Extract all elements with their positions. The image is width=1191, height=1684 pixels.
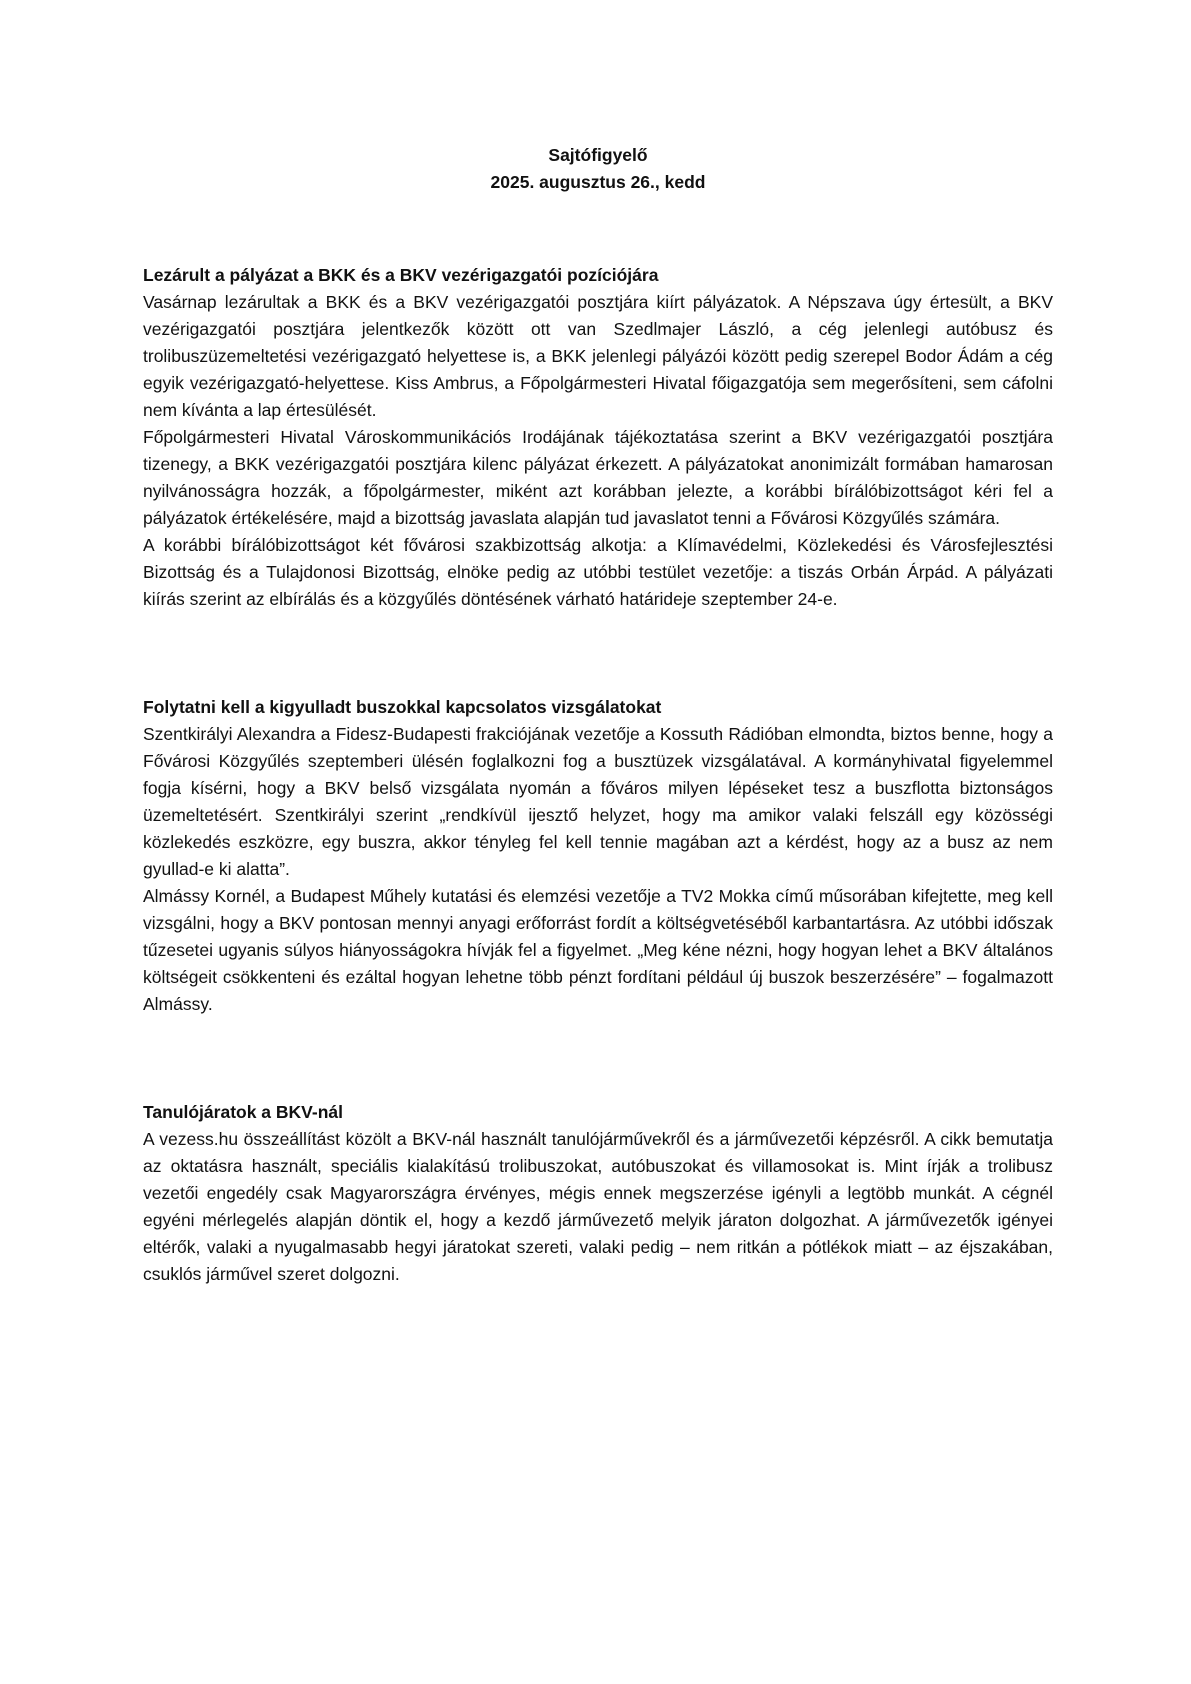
document-title: Sajtófigyelő — [548, 145, 648, 165]
document-header — [143, 142, 1053, 196]
article-title: Lezárult a pályázat a BKK és a BKV vezérigazgatói pozíciójára — [143, 265, 659, 285]
document-date: 2025. augusztus 26., kedd — [490, 172, 706, 192]
document-page — [143, 142, 1053, 1288]
article-paragraph: Almássy Kornél, a Budapest Műhely kutatási és elemzési vezetője a TV2 Mokka című műsorában kifejtette, meg kell vizsgálni, hogy a BKV pontosan mennyi anyagi erőforrást fordít a költségvetéséből karbantartásra. Az utóbbi időszak tűzesetei ugyanis súlyos hiányosságokra hívják fel a figyelmet. „Meg kéne nézni, hogy hogyan lehet a BKV általános költségeit csökkenteni és ezáltal hogyan lehetne több pénzt fordítani például új buszok beszerzésére” – fogalmazott Almássy. — [143, 886, 1053, 1014]
article-paragraph: Szentkirályi Alexandra a Fidesz-Budapesti frakciójának vezetője a Kossuth Rádióban elmondta, biztos benne, hogy a Fővárosi Közgyűlés szeptemberi ülésén foglalkozni fog a busztüzek vizsgálatával. A kormányhivatal figyelemmel fogja kísérni, hogy a BKV belső vizsgálata nyomán a főváros milyen lépéseket tesz a buszflotta biztonságos üzemeltetésért. Szentkirályi szerint „rendkívül ijesztő helyzet, hogy ma amikor valaki felszáll egy közösségi közlekedés eszközre, egy buszra, akkor tényleg fel kell tennie magában azt a kérdést, hogy az a busz az nem gyullad-e ki alatta”. — [143, 724, 1053, 879]
article-bus-fire-investigation — [143, 694, 1053, 1018]
article-title: Folytatni kell a kigyulladt buszokkal kapcsolatos vizsgálatokat — [143, 697, 662, 717]
article-paragraph: Vasárnap lezárultak a BKK és a BKV vezérigazgatói posztjára kiírt pályázatok. A Népszava úgy értesült, a BKV vezérigazgatói posztjára jelentkezők között ott van Szedlmajer László, a cég jelenlegi autóbusz és trolibuszüzemeltetési vezérigazgató helyettese is, a BKK jelenlegi pályázói között pedig szerepel Bodor Ádám a cég egyik vezérigazgató-helyettese. Kiss Ambrus, a Főpolgármesteri Hivatal főigazgatója sem megerősíteni, sem cáfolni nem kívánta a lap értesülését. — [143, 292, 1053, 420]
article-paragraph: A korábbi bírálóbizottságot két fővárosi szakbizottság alkotja: a Klímavédelmi, Közlekedési és Városfejlesztési Bizottság és a Tulajdonosi Bizottság, elnöke pedig az utóbbi testület vezetője: a tiszás Orbán Árpád. A pályázati kiírás szerint az elbírálás és a közgyűlés döntésének várható határideje szeptember 24-e. — [143, 535, 1053, 609]
article-paragraph: Főpolgármesteri Hivatal Városkommunikációs Irodájának tájékoztatása szerint a BKV vezérigazgatói posztjára tizenegy, a BKK vezérigazgatói posztjára kilenc pályázat érkezett. A pályázatokat anonimizált formában hamarosan nyilvánosságra hozzák, a főpolgármester, miként azt korábban jelezte, a korábbi bírálóbizottságot kéri fel a pályázatok értékelésére, majd a bizottság javaslata alapján tud javaslatot tenni a Fővárosi Közgyűlés számára. — [143, 427, 1053, 528]
article-training-vehicles — [143, 1099, 1053, 1288]
article-title: Tanulójáratok a BKV-nál — [143, 1102, 343, 1122]
article-paragraph: A vezess.hu összeállítást közölt a BKV-nál használt tanulójárművekről és a járművezetői képzésről. A cikk bemutatja az oktatásra használt, speciális kialakítású trolibuszokat, autóbuszokat és villamosokat is. Mint írják a trolibusz vezetői engedély csak Magyarországra érvényes, mégis ennek megszerzése igényli a legtöbb munkát. A cégnél egyéni mérlegelés alapján döntik el, hogy a kezdő járművezető melyik járaton dolgozhat. A járművezetők igényei eltérők, valaki a nyugalmasabb hegyi járatokat szereti, valaki pedig – nem ritkán a pótlékok miatt – az éjszakában, csuklós járművel szeret dolgozni. — [143, 1129, 1053, 1284]
article-bkk-bkv-tender — [143, 262, 1053, 613]
